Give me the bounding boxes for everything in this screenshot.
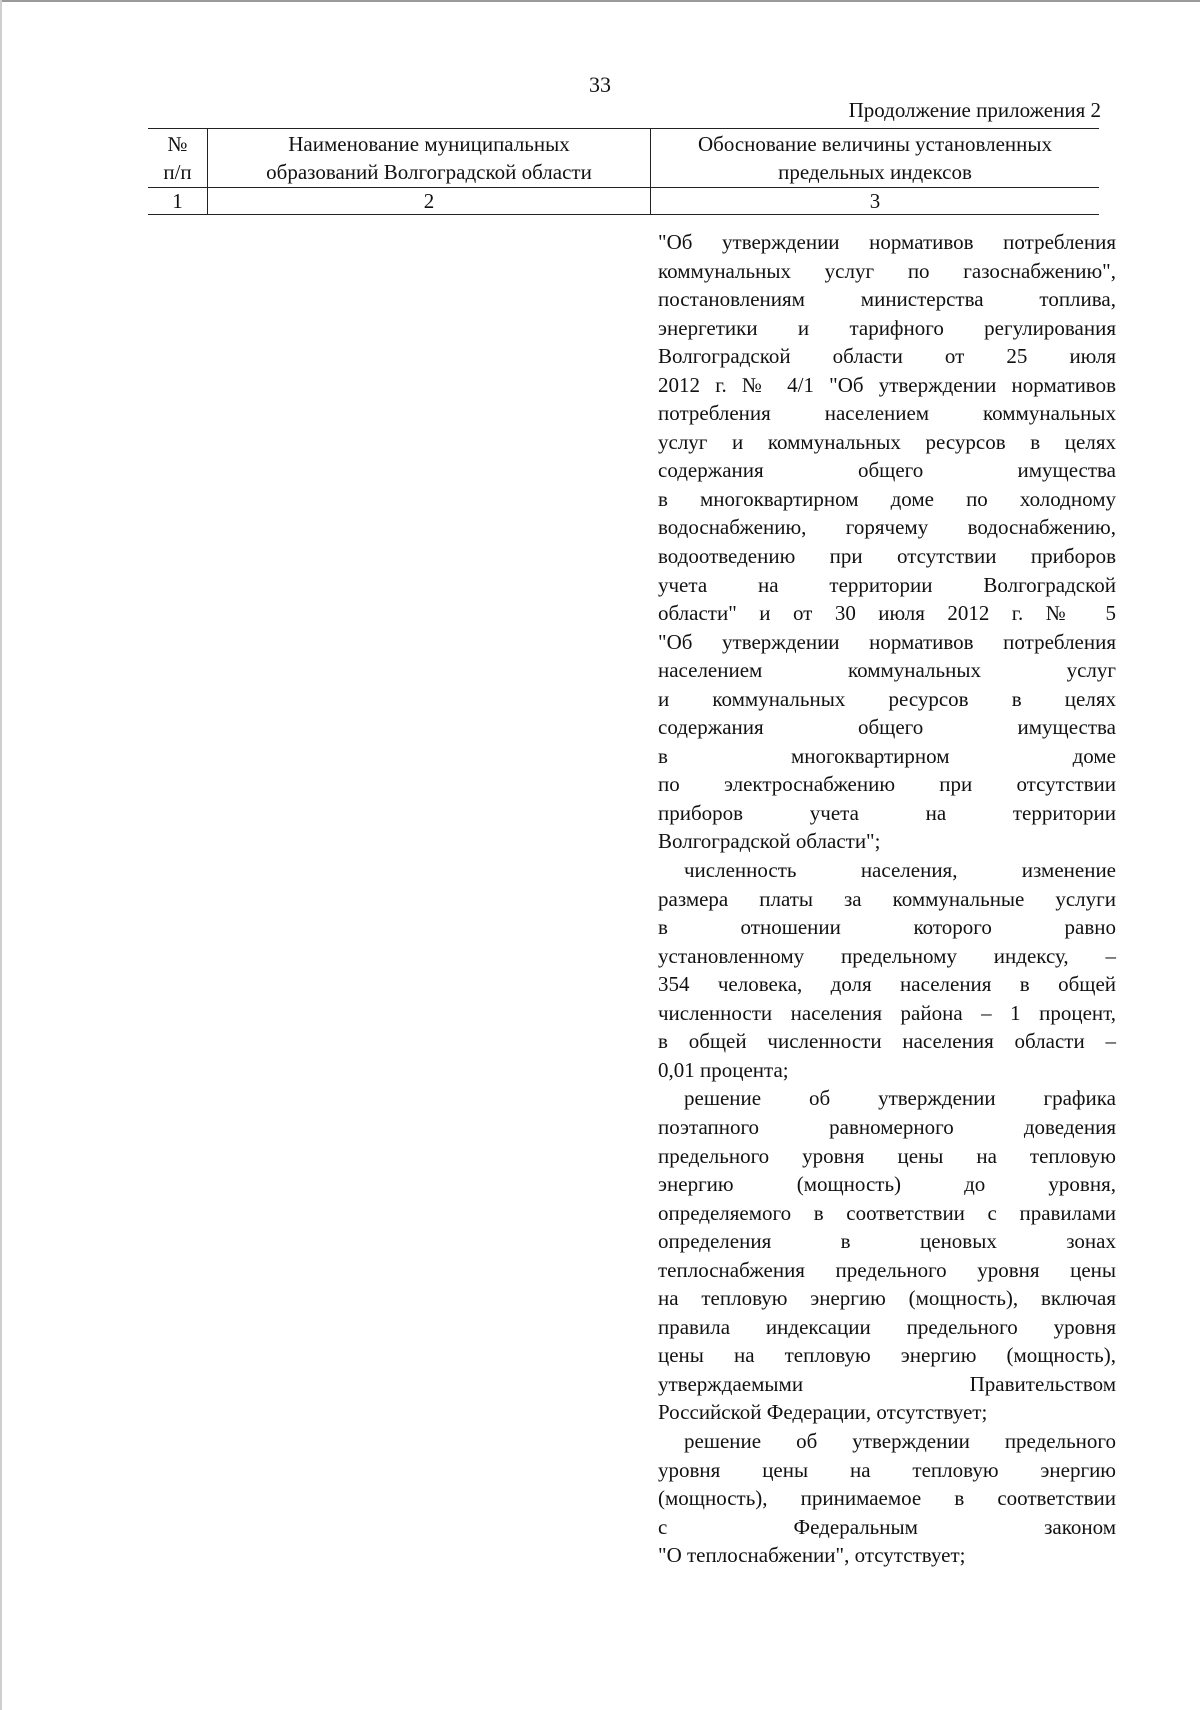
text-line: энергию (мощность) до уровня, (658, 1172, 1116, 1197)
column-number: 3 (651, 188, 1100, 215)
justification-text (658, 228, 1116, 1570)
text-line: 0,01 процента; (658, 1057, 789, 1082)
column-number-row (148, 188, 1099, 215)
text-line: области" и от 30 июля 2012 г. № 5 (658, 601, 1116, 626)
text-line: водоотведению при отсутствии приборов (658, 544, 1116, 569)
text-line: утверждаемыми Правительством (658, 1371, 1116, 1396)
text-line: услуг и коммунальных ресурсов в целях (658, 429, 1116, 454)
text-line: Российской Федерации, отсутствует; (658, 1400, 988, 1425)
text-line: численность населения, изменение (684, 858, 1116, 883)
scan-left-edge (0, 0, 2, 1710)
text-line: численности населения района – 1 процент, (658, 1000, 1116, 1025)
text-line: размера платы за коммунальные услуги (658, 886, 1116, 911)
scan-top-edge (0, 0, 1200, 2)
header-municipality-column (208, 129, 651, 188)
header-line: образований Волгоградской области (266, 160, 592, 184)
text-line: потребления населением коммунальных (658, 401, 1116, 426)
text-line: с Федеральным законом (658, 1514, 1116, 1539)
text-line: 2012 г. № 4/1 "Об утверждении нормативов (658, 372, 1116, 397)
text-line: Волгоградской области от 25 июля (658, 344, 1116, 369)
continuation-note: Продолжение приложения 2 (848, 98, 1101, 122)
appendix-table-header (148, 128, 1099, 215)
text-line: энергетики и тарифного регулирования (658, 315, 1116, 340)
text-line: Волгоградской области"; (658, 829, 881, 854)
text-line: по электроснабжению при отсутствии (658, 772, 1116, 797)
header-justification-column (651, 129, 1100, 188)
text-line: "Об утверждении нормативов потребления (658, 230, 1116, 254)
text-line: в общей численности населения области – (658, 1029, 1116, 1054)
text-line: содержания общего имущества (658, 458, 1116, 483)
text-line: предельного уровня цены на тепловую (658, 1143, 1116, 1168)
text-line: и коммунальных ресурсов в целях (658, 686, 1116, 711)
text-line: на тепловую энергию (мощность), включая (658, 1286, 1116, 1311)
text-line: "О теплоснабжении", отсутствует; (658, 1543, 966, 1568)
text-line: поэтапного равномерного доведения (658, 1114, 1116, 1139)
text-line: содержания общего имущества (658, 715, 1116, 740)
text-line: учета на территории Волгоградской (658, 572, 1116, 597)
text-line: определяемого в соответствии с правилами (658, 1200, 1116, 1225)
header-line: предельных индексов (778, 160, 972, 184)
text-line: в отношении которого равно (658, 915, 1116, 940)
text-line: решение об утверждении предельного (684, 1428, 1116, 1453)
header-line: Обоснование величины установленных (697, 132, 1052, 156)
text-line: в многоквартирном доме (658, 743, 1116, 768)
column-number: 1 (148, 188, 208, 215)
text-line: установленному предельному индексу, – (658, 943, 1116, 968)
header-line: № (167, 132, 188, 156)
text-line: (мощность), принимаемое в соответствии (658, 1486, 1116, 1511)
table-header-row (148, 129, 1099, 188)
header-number-column (148, 129, 208, 188)
text-line: коммунальных услуг по газоснабжению", (658, 258, 1116, 283)
text-line: "Об утверждении нормативов потребления (658, 629, 1116, 654)
text-line: определения в ценовых зонах (658, 1229, 1116, 1254)
text-line: водоснабжению, горячему водоснабжению, (658, 515, 1116, 540)
header-line: п/п (163, 160, 192, 184)
text-line: постановлениям министерства топлива, (658, 287, 1116, 312)
text-line: решение об утверждении графика (684, 1086, 1116, 1111)
text-line: правила индексации предельного уровня (658, 1314, 1116, 1339)
text-line: 354 человека, доля населения в общей (658, 972, 1116, 997)
page-number: 33 (589, 72, 611, 97)
text-line: уровня цены на тепловую энергию (658, 1457, 1116, 1482)
column-number: 2 (208, 188, 651, 215)
header-line: Наименование муниципальных (288, 132, 570, 156)
text-line: теплоснабжения предельного уровня цены (658, 1257, 1116, 1282)
text-line: цены на тепловую энергию (мощность), (658, 1343, 1116, 1368)
text-line: населением коммунальных услуг (658, 658, 1116, 683)
text-line: приборов учета на территории (658, 800, 1116, 825)
text-line: в многоквартирном доме по холодному (658, 486, 1116, 511)
